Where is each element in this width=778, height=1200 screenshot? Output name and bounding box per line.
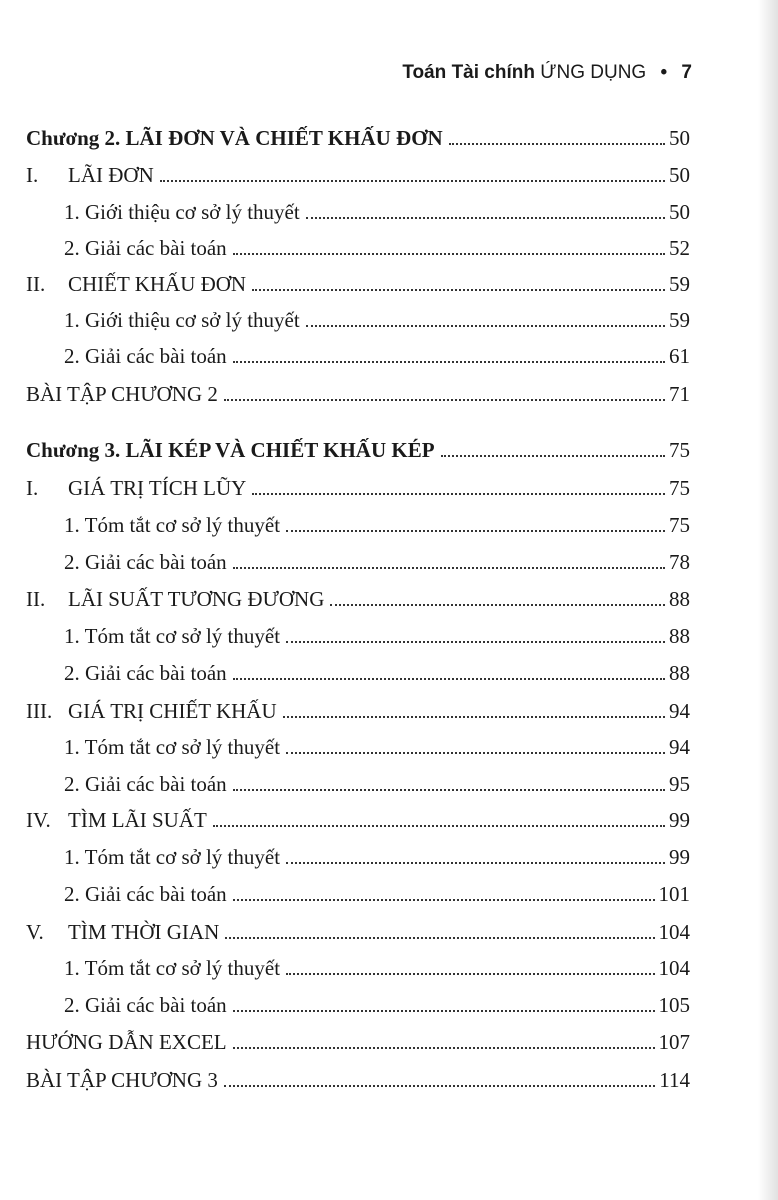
dot-leader	[160, 163, 665, 182]
toc-roman-numeral: IV.	[26, 808, 51, 832]
toc-page-number: 59	[669, 308, 690, 332]
toc-entry-label: Chương 3. LÃI KÉP VÀ CHIẾT KHẤU KÉP	[26, 438, 435, 462]
toc-entry	[26, 806, 690, 834]
toc-page-number: 50	[669, 163, 690, 187]
toc-entry	[26, 918, 690, 946]
dot-leader	[286, 624, 665, 643]
toc-entry	[26, 124, 690, 152]
toc-entry-label: IV. TÌM LÃI SUẤT	[26, 808, 207, 832]
dot-leader	[286, 513, 665, 532]
toc-page-number: 94	[669, 699, 690, 723]
toc-roman-numeral: I.	[26, 163, 39, 187]
toc-entry	[26, 697, 690, 725]
dot-leader	[233, 772, 665, 791]
toc-entry	[64, 622, 690, 650]
toc-page-number: 99	[669, 845, 690, 869]
toc-entry	[64, 954, 690, 982]
toc-entry-label: 2. Giải các bài toán	[64, 993, 227, 1017]
toc-entry-label: 1. Tóm tắt cơ sở lý thuyết	[64, 624, 281, 648]
header-book-title: Toán Tài chính	[402, 62, 535, 83]
dot-leader	[306, 308, 665, 327]
toc-page-number: 101	[658, 882, 690, 906]
toc-entry-label: 2. Giải các bài toán	[64, 236, 227, 260]
dot-leader	[233, 661, 665, 680]
toc-roman-numeral: I.	[26, 476, 39, 500]
toc-entry	[64, 548, 690, 576]
dot-leader	[233, 993, 655, 1012]
dot-leader	[286, 735, 665, 754]
toc-entry-label: V. TÌM THỜI GIAN	[26, 920, 220, 944]
toc-entry-label: 1. Giới thiệu cơ sở lý thuyết	[64, 308, 300, 332]
toc-entry	[64, 733, 690, 761]
toc-entry	[64, 234, 690, 262]
toc-entry-label: II. LÃI SUẤT TƯƠNG ĐƯƠNG	[26, 587, 325, 611]
toc-entry-label: BÀI TẬP CHƯƠNG 3	[26, 1068, 218, 1092]
dot-leader	[252, 476, 665, 495]
header-page-number: 7	[681, 62, 692, 83]
dot-leader	[233, 1030, 655, 1049]
toc-entry-label: 1. Tóm tắt cơ sở lý thuyết	[64, 845, 281, 869]
toc-entry	[26, 380, 690, 408]
toc-entry-label: 2. Giải các bài toán	[64, 882, 227, 906]
toc-page-number: 59	[669, 272, 690, 296]
header-separator: •	[660, 62, 668, 83]
toc-entry	[64, 880, 690, 908]
toc-entry-label: 1. Tóm tắt cơ sở lý thuyết	[64, 513, 281, 537]
toc-entry	[64, 991, 690, 1019]
toc-page-number: 75	[669, 438, 690, 462]
toc-entry	[26, 1028, 690, 1056]
toc-entry-label: I. LÃI ĐƠN	[26, 163, 154, 187]
dot-leader	[224, 1068, 655, 1087]
toc-entry-label: HƯỚNG DẪN EXCEL	[26, 1030, 227, 1054]
dot-leader	[225, 920, 654, 939]
dot-leader	[233, 882, 655, 901]
toc-page-number: 71	[669, 382, 690, 406]
toc-page-number: 95	[669, 772, 690, 796]
dot-leader	[286, 845, 665, 864]
dot-leader	[441, 438, 665, 457]
toc-page-number: 75	[669, 476, 690, 500]
toc-page-number: 104	[658, 920, 690, 944]
toc-roman-numeral: II.	[26, 272, 46, 296]
toc-entry-label: BÀI TẬP CHƯƠNG 2	[26, 382, 218, 406]
toc-entry-label: 2. Giải các bài toán	[64, 772, 227, 796]
toc-page-number: 88	[669, 624, 690, 648]
toc-page-number: 105	[658, 993, 690, 1017]
dot-leader	[213, 808, 665, 827]
toc-entry	[64, 342, 690, 370]
toc-entry-label: Chương 2. LÃI ĐƠN VÀ CHIẾT KHẤU ĐƠN	[26, 126, 443, 150]
toc-entry	[26, 585, 690, 613]
toc-entry-label: 1. Tóm tắt cơ sở lý thuyết	[64, 956, 281, 980]
dot-leader	[224, 382, 665, 401]
toc-page-number: 107	[658, 1030, 690, 1054]
header-book-subtitle: ỨNG DỤNG	[540, 62, 647, 83]
toc-entry	[64, 843, 690, 871]
toc-page-number: 88	[669, 587, 690, 611]
toc-page-number: 88	[669, 661, 690, 685]
toc-page-number: 50	[669, 200, 690, 224]
toc-page-number: 104	[658, 956, 690, 980]
dot-leader	[233, 236, 665, 255]
dot-leader	[233, 344, 665, 363]
dot-leader	[283, 699, 665, 718]
toc-entry-label: II. CHIẾT KHẤU ĐƠN	[26, 272, 247, 296]
toc-entry-label: 2. Giải các bài toán	[64, 550, 227, 574]
toc-page-number: 99	[669, 808, 690, 832]
dot-leader	[449, 126, 665, 145]
toc-page-number: 94	[669, 735, 690, 759]
toc-entry	[64, 198, 690, 226]
toc-entry-label: 1. Tóm tắt cơ sở lý thuyết	[64, 735, 281, 759]
toc-page-number: 52	[669, 236, 690, 260]
toc-entry	[26, 1066, 690, 1094]
toc-entry	[26, 474, 690, 502]
toc-entry	[26, 270, 690, 298]
toc-entry	[64, 770, 690, 798]
toc-page-number: 114	[659, 1068, 690, 1092]
toc-entry-label: 2. Giải các bài toán	[64, 661, 227, 685]
toc-entry	[64, 306, 690, 334]
toc-entry-label: 2. Giải các bài toán	[64, 344, 227, 368]
toc-entry	[64, 659, 690, 687]
toc-roman-numeral: III.	[26, 699, 53, 723]
toc-entry	[26, 436, 690, 464]
dot-leader	[286, 956, 654, 975]
toc-page-number: 75	[669, 513, 690, 537]
toc-roman-numeral: V.	[26, 920, 44, 944]
running-header	[402, 62, 692, 84]
dot-leader	[233, 550, 665, 569]
toc-entry-label: 1. Giới thiệu cơ sở lý thuyết	[64, 200, 300, 224]
dot-leader	[330, 587, 665, 606]
dot-leader	[252, 272, 665, 291]
page-edge-shadow	[758, 0, 778, 1200]
toc-entry	[26, 161, 690, 189]
toc-roman-numeral: II.	[26, 587, 46, 611]
toc-page-number: 61	[669, 344, 690, 368]
toc-page-number: 78	[669, 550, 690, 574]
dot-leader	[306, 200, 665, 219]
toc-entry	[64, 511, 690, 539]
toc-entry-label: I. GIÁ TRỊ TÍCH LŨY	[26, 476, 247, 500]
toc-entry-label: III. GIÁ TRỊ CHIẾT KHẤU	[26, 699, 277, 723]
toc-page-number: 50	[669, 126, 690, 150]
